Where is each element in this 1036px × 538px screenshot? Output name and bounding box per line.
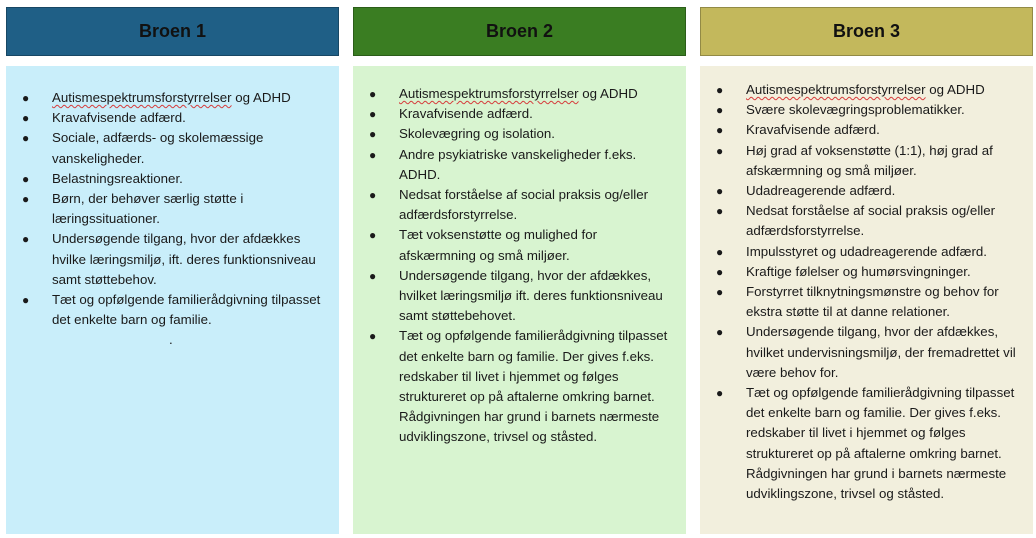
bullet-icon: ● xyxy=(369,107,377,122)
bullet-icon: ● xyxy=(716,325,724,340)
bullet-icon: ● xyxy=(716,264,724,279)
list-item: ● Undersøgende tilgang, hvor der afdækkes, hvilket læringsmiljø ift. deres funktionsniveau samt støttebehovet. xyxy=(369,267,663,324)
list-item: ● Nedsat forståelse af social praksis og/eller adfærdsforstyrrelse. xyxy=(369,187,649,223)
list-item: ● Autismespektrumsforstyrrelser og ADHD xyxy=(6,88,326,108)
list-item: ● Impulsstyret og udadreagerende adfærd. xyxy=(700,242,1020,262)
bullet-icon: ● xyxy=(369,188,377,203)
list-item: ● Tæt voksenstøtte og mulighed for afskærmning og små miljøer. xyxy=(369,227,598,263)
column-header-broen-3 xyxy=(700,7,1033,56)
criteria-list xyxy=(700,80,1020,504)
list-item: ● Tæt og opfølgende familierådgivning tilpasset det enkelte barn og familie. Der gives f.eks. redskaber til livet i hjemmet og følges struktureret op på aftalerne omkring barnet. Rådgivningen har grund i barnets nærmeste udviklingszone, trivsel og ståsted. xyxy=(369,328,668,445)
criteria-list xyxy=(353,84,673,448)
list-item: ● Børn, der behøver særlig støtte i læringssituationer. xyxy=(22,191,244,227)
list-item: ● Nedsat forståelse af social praksis og/eller adfærdsforstyrrelse. xyxy=(716,203,996,239)
bullet-icon: ● xyxy=(22,293,30,308)
bullet-icon: ● xyxy=(716,285,724,300)
bullet-icon: ● xyxy=(22,192,30,207)
list-item: ● Tæt og opfølgende familierådgivning tilpasset det enkelte barn og familie. Der gives f.eks. redskaber til livet i hjemmet og følges struktureret op på aftalerne omkring barnet. Rådgivningen har grund i barnets nærmeste udviklingszone, trivsel og ståsted. xyxy=(716,385,1015,502)
list-item: ● Forstyrret tilknytningsmønstre og behov for ekstra støtte til at danne relationer. xyxy=(716,284,999,320)
bullet-icon: ● xyxy=(22,131,30,146)
column-header-broen-1 xyxy=(6,7,339,56)
bullet-icon: ● xyxy=(716,103,724,118)
list-item: ● Kravafvisende adfærd. xyxy=(6,108,326,128)
list-item: ● Undersøgende tilgang, hvor der afdækkes, hvilket undervisningsmiljø, der fremadrettet vil være behov for. xyxy=(716,324,1016,380)
criteria-list xyxy=(6,88,326,330)
bullet-icon: ● xyxy=(22,171,30,186)
bullet-icon: ● xyxy=(369,228,377,243)
list-item: ● Skolevægring og isolation. xyxy=(353,124,673,144)
bullet-icon: ● xyxy=(22,232,30,247)
bullet-icon: ● xyxy=(716,143,724,158)
list-item: ● Kravafvisende adfærd. xyxy=(700,120,1020,140)
column-panel-broen-2 xyxy=(353,66,686,534)
bullet-icon: ● xyxy=(716,184,724,199)
list-item: ● Tæt og opfølgende familierådgivning tilpasset det enkelte barn og familie. xyxy=(22,292,321,328)
list-item: ● Andre psykiatriske vanskeligheder f.eks. ADHD. xyxy=(369,146,637,182)
bullet-icon: ● xyxy=(716,204,724,219)
column-header-broen-2 xyxy=(353,7,686,56)
column-panel-broen-3 xyxy=(700,66,1033,534)
bullet-icon: ● xyxy=(716,123,724,138)
column-title: Broen 3 xyxy=(832,21,901,41)
bullet-icon: ● xyxy=(716,244,724,259)
list-item: ● Autismespektrumsforstyrrelser og ADHD xyxy=(353,84,673,104)
bullet-icon: ● xyxy=(716,386,724,401)
list-item: ● Kravafvisende adfærd. xyxy=(353,104,673,124)
trailing-dot: . xyxy=(169,332,173,347)
column-title: Broen 1 xyxy=(138,21,207,41)
bullet-icon: ● xyxy=(22,91,30,105)
bullet-icon: ● xyxy=(369,329,377,344)
bullet-icon: ● xyxy=(369,268,377,283)
list-item: ● Udadreagerende adfærd. xyxy=(700,181,1020,201)
list-item: ● Kraftige følelser og humørsvingninger. xyxy=(700,262,1020,282)
list-item: ● Belastningsreaktioner. xyxy=(6,169,326,189)
list-item: ● Undersøgende tilgang, hvor der afdækkes hvilke læringsmiljø, ift. deres funktionsniveau samt støttebehov. xyxy=(22,231,316,287)
bullet-icon: ● xyxy=(716,83,724,97)
column-panel-broen-1 xyxy=(6,66,339,534)
bullet-icon: ● xyxy=(369,147,377,162)
list-item: ● Høj grad af voksenstøtte (1:1), høj grad af afskærmning og små miljøer. xyxy=(716,142,993,178)
bullet-icon: ● xyxy=(369,127,377,142)
list-item: ● Svære skolevægringsproblematikker. xyxy=(700,100,1020,120)
bullet-icon: ● xyxy=(22,111,30,126)
list-item: ● Autismespektrumsforstyrrelser og ADHD xyxy=(700,80,1020,100)
bullet-icon: ● xyxy=(369,87,377,101)
column-title: Broen 2 xyxy=(485,21,554,41)
list-item: ● Sociale, adfærds- og skolemæssige vanskeligheder. xyxy=(22,130,264,166)
